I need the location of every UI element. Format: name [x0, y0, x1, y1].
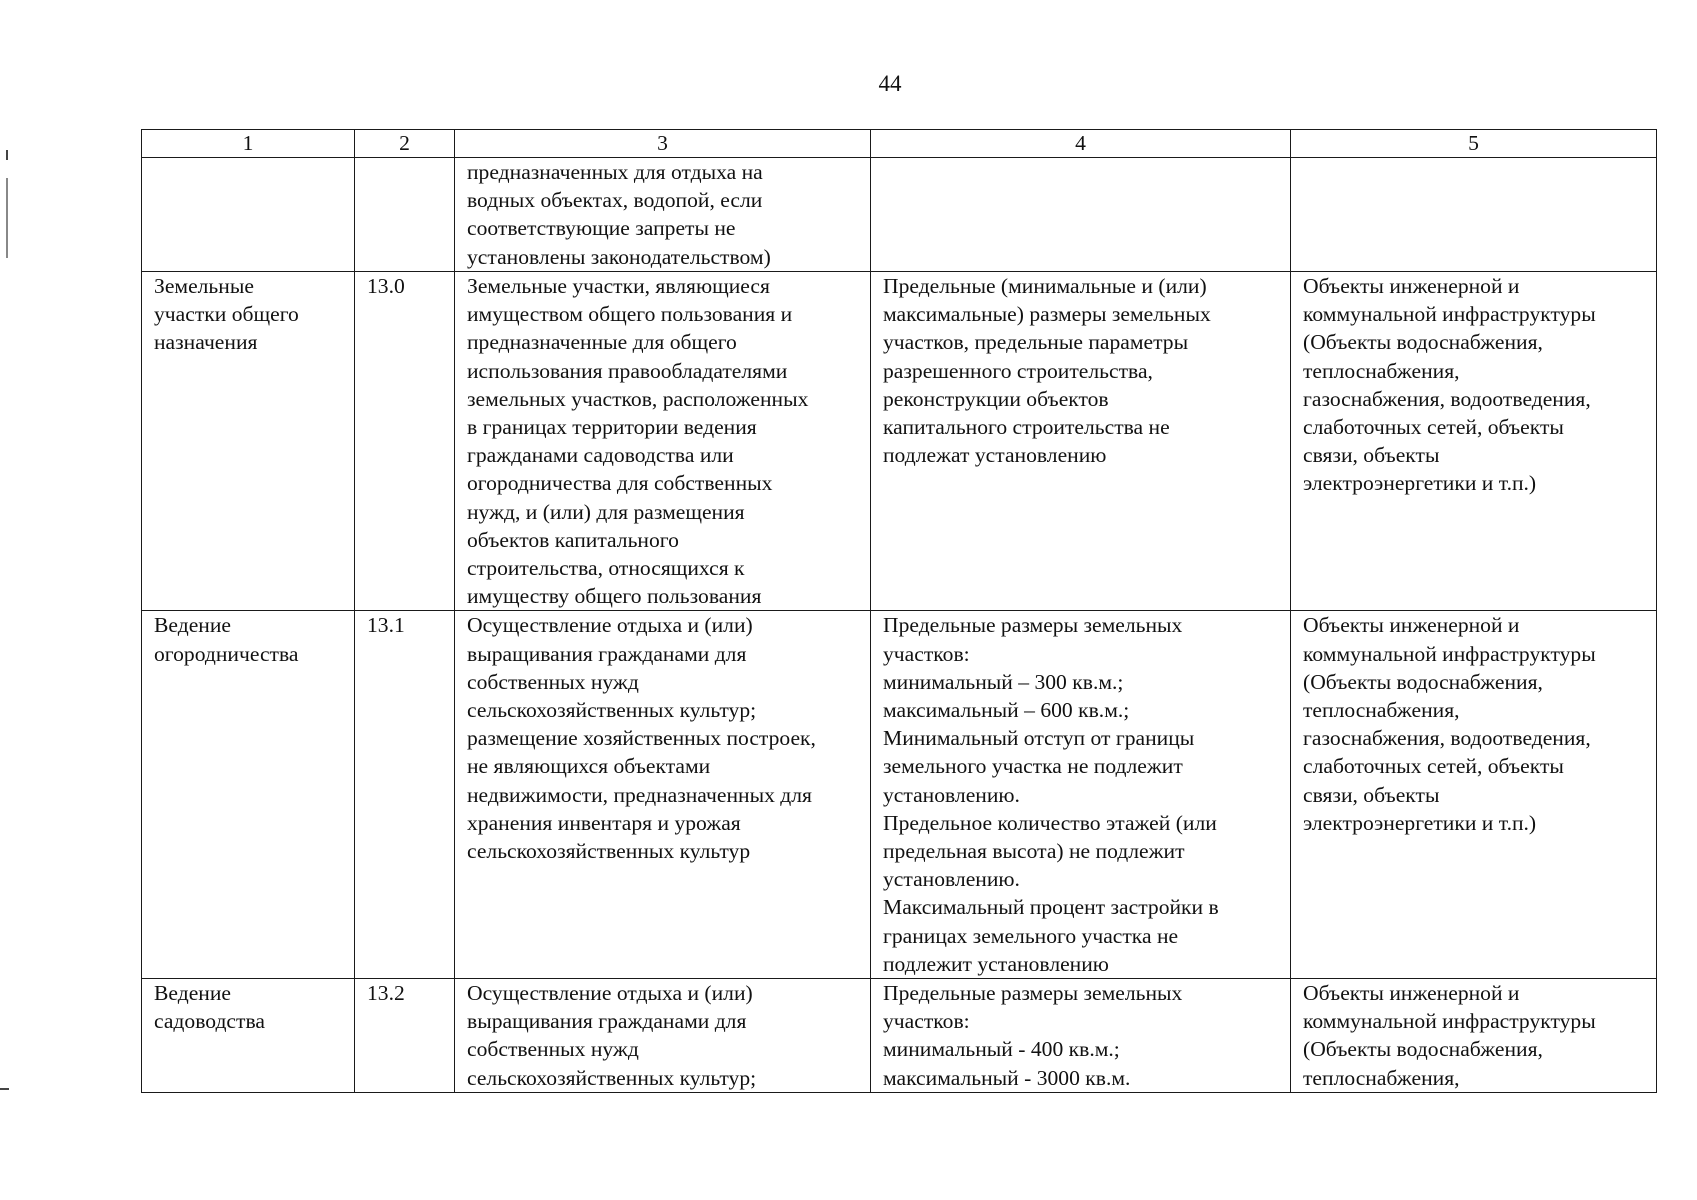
- page-number: 44: [878, 71, 902, 96]
- column-header-3: 3: [455, 130, 871, 158]
- scan-margin-mark: [0, 1088, 9, 1090]
- land-use-code-cell: 13.0: [355, 272, 455, 611]
- limit-parameters-cell: Предельные (минимальные и (или) максимальные) размеры земельных участков, предельные параметры разрешенного строительства, реконструкции объектов капитального строительства не подлежат установлению: [871, 272, 1291, 611]
- land-use-name-cell: Ведение садоводства: [142, 979, 355, 1093]
- table-header-row: [142, 130, 1657, 158]
- scan-margin-mark: [6, 150, 8, 160]
- column-header-2: 2: [355, 130, 455, 158]
- table-row: [142, 158, 1657, 272]
- auxiliary-uses-cell: [1291, 158, 1657, 272]
- auxiliary-uses-cell: Объекты инженерной и коммунальной инфраструктуры (Объекты водоснабжения, теплоснабжения, газоснабжения, водоотведения, слаботочных сетей, объекты связи, объекты электроэнергетики и т.п.): [1291, 611, 1657, 979]
- land-use-description-cell: Земельные участки, являющиеся имуществом общего пользования и предназначенные для общего использования правообладателями земельных участков, расположенных в границах территории ведения гражданами садоводства или огородничества для собственных нужд, и (или) для размещения объектов капитального строительства, относящихся к имуществу общего пользования: [455, 272, 871, 611]
- limit-parameters-cell: Предельные размеры земельных участков: минимальный – 300 кв.м.; максимальный – 600 кв.м.; Минимальный отступ от границы земельного участка не подлежит установлению. Предельное количество этажей (или предельная высота) не подлежит установлению. Максимальный процент застройки в границах земельного участка не подлежит установлению: [871, 611, 1291, 979]
- land-use-name-cell: [142, 158, 355, 272]
- land-use-description-cell: предназначенных для отдыха на водных объектах, водопой, если соответствующие запреты не установлены законодательством): [455, 158, 871, 272]
- column-header-4: 4: [871, 130, 1291, 158]
- auxiliary-uses-cell: Объекты инженерной и коммунальной инфраструктуры (Объекты водоснабжения, теплоснабжения, газоснабжения, водоотведения, слаботочных сетей, объекты связи, объекты электроэнергетики и т.п.): [1291, 272, 1657, 611]
- limit-parameters-cell: Предельные размеры земельных участков: минимальный - 400 кв.м.; максимальный - 3000 кв.м.: [871, 979, 1291, 1093]
- land-use-code-cell: [355, 158, 455, 272]
- column-header-5: 5: [1291, 130, 1657, 158]
- land-use-table: [141, 129, 1657, 1093]
- land-use-name-cell: Ведение огородничества: [142, 611, 355, 979]
- limit-parameters-cell: [871, 158, 1291, 272]
- land-use-description-cell: Осуществление отдыха и (или) выращивания гражданами для собственных нужд сельскохозяйственных культур; размещение хозяйственных построек, не являющихся объектами недвижимости, предназначенных для хранения инвентаря и урожая сельскохозяйственных культур: [455, 611, 871, 979]
- table-row: [142, 611, 1657, 979]
- scan-margin-mark: [6, 178, 8, 258]
- land-use-code-cell: 13.2: [355, 979, 455, 1093]
- table-row: [142, 979, 1657, 1093]
- column-header-1: 1: [142, 130, 355, 158]
- auxiliary-uses-cell: Объекты инженерной и коммунальной инфраструктуры (Объекты водоснабжения, теплоснабжения,: [1291, 979, 1657, 1093]
- table-row: [142, 272, 1657, 611]
- land-use-name-cell: Земельные участки общего назначения: [142, 272, 355, 611]
- land-use-code-cell: 13.1: [355, 611, 455, 979]
- land-use-description-cell: Осуществление отдыха и (или) выращивания гражданами для собственных нужд сельскохозяйственных культур;: [455, 979, 871, 1093]
